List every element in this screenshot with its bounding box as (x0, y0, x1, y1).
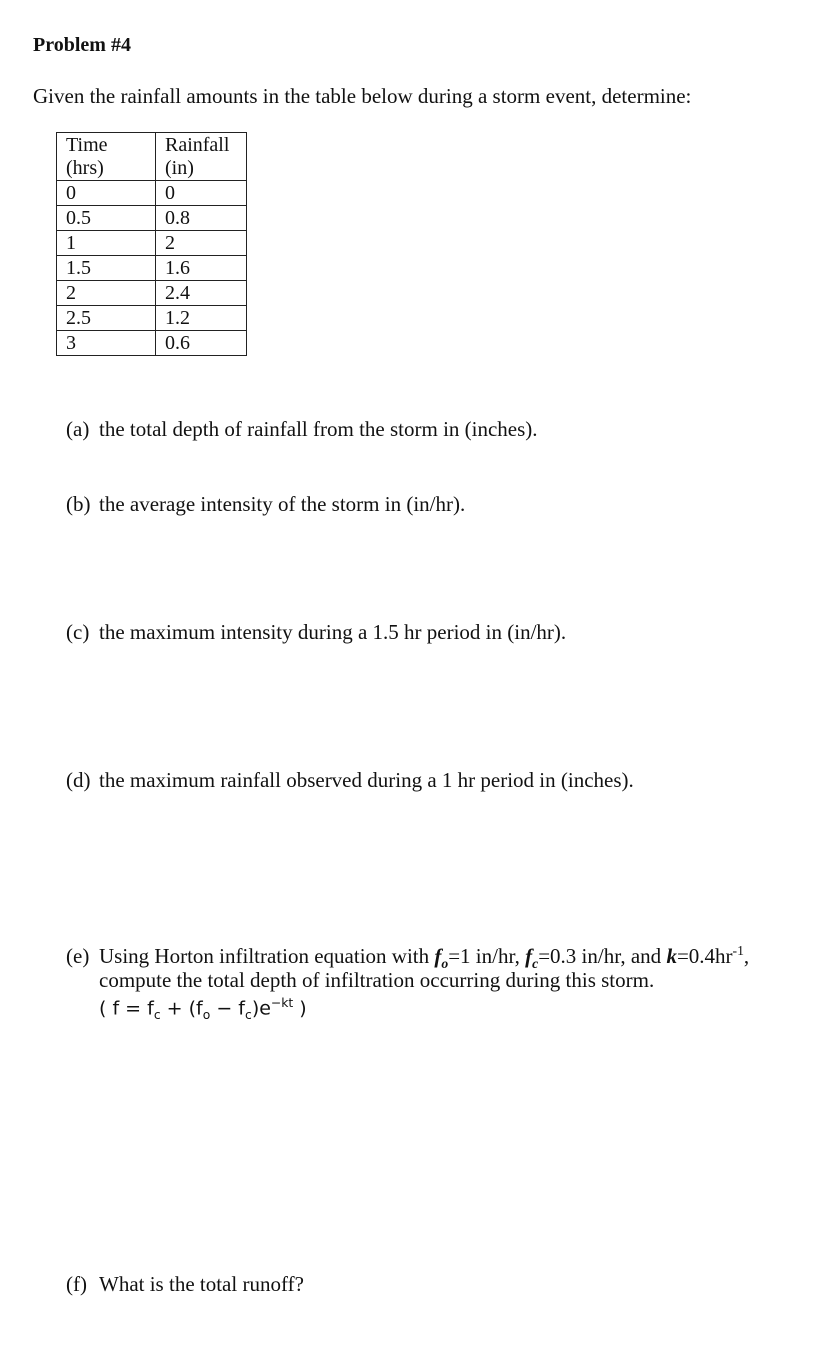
question-a-text: the total depth of rainfall from the storm in (inches). (99, 417, 538, 441)
question-b (66, 492, 465, 517)
time-cell: 2.5 (57, 306, 156, 331)
k-symbol: k (666, 944, 677, 968)
table-row (57, 181, 247, 206)
fo-symbol: f (434, 944, 442, 968)
question-d (66, 768, 634, 793)
question-e-line2: compute the total depth of infiltration occurring during this storm. (99, 968, 655, 992)
time-cell: 1 (57, 231, 156, 256)
fc-value: =0.3 in/hr, and (538, 944, 667, 968)
rainfall-table (56, 132, 247, 356)
eq-open: ( f = f (99, 997, 154, 1020)
eq-e: )e (251, 997, 271, 1020)
time-cell: 0 (57, 181, 156, 206)
table-row (57, 331, 247, 356)
question-d-text: the maximum rainfall observed during a 1 hr period in (inches). (99, 768, 634, 792)
time-cell: 0.5 (57, 206, 156, 231)
eq-sub-c2: c (245, 1008, 252, 1023)
time-cell: 2 (57, 281, 156, 306)
table-header-row (57, 133, 247, 181)
question-a-label: (a) (66, 417, 90, 441)
question-f-label: (f) (66, 1272, 87, 1296)
eq-sub-c1: c (153, 1008, 161, 1023)
question-b-label: (b) (66, 492, 91, 516)
rainfall-cell: 1.6 (156, 256, 247, 281)
eq-exponent: −kt (270, 996, 294, 1010)
table-row (57, 256, 247, 281)
time-header (57, 133, 156, 181)
k-value: =0.4hr (676, 944, 733, 968)
k-tail: , (743, 944, 750, 968)
rainfall-cell: 0.8 (156, 206, 247, 231)
table-row (57, 281, 247, 306)
question-f-text: What is the total runoff? (99, 1272, 304, 1296)
rainfall-header (156, 133, 247, 181)
fo-value: =1 in/hr, (448, 944, 526, 968)
eq-minus: − f (210, 997, 246, 1020)
time-header-line2: (hrs) (66, 157, 104, 179)
problem-title: Problem #4 (33, 34, 131, 56)
rainfall-cell: 2 (156, 231, 247, 256)
rainfall-cell: 2.4 (156, 281, 247, 306)
table-row (57, 306, 247, 331)
eq-close: ) (293, 997, 307, 1020)
fo-subscript: o (441, 956, 449, 972)
time-header-line1: Time (66, 134, 108, 156)
fc-symbol: f (525, 944, 533, 968)
question-b-text: the average intensity of the storm in (in/hr). (99, 492, 466, 516)
time-cell: 1.5 (57, 256, 156, 281)
fc-subscript: c (532, 956, 539, 972)
rainfall-cell: 0.6 (156, 331, 247, 356)
question-e-label: (e) (66, 944, 90, 968)
rainfall-header-line1: Rainfall (165, 134, 230, 156)
table-row (57, 231, 247, 256)
question-c (66, 620, 566, 645)
eq-mid: + (f (160, 997, 203, 1020)
table-row (57, 206, 247, 231)
question-a (66, 417, 538, 442)
question-c-text: the maximum intensity during a 1.5 hr period in (in/hr). (99, 620, 567, 644)
intro-text: Given the rainfall amounts in the table below during a storm event, determine: (33, 84, 692, 108)
time-cell: 3 (57, 331, 156, 356)
question-d-label: (d) (66, 768, 91, 792)
question-f (66, 1272, 304, 1297)
k-exponent: -1 (732, 943, 744, 958)
eq-sub-o: o (202, 1008, 211, 1023)
horton-equation (99, 996, 307, 1022)
rainfall-header-line2: (in) (165, 157, 194, 179)
question-e-line1-prefix: Using Horton infiltration equation with (99, 944, 435, 968)
rainfall-cell: 0 (156, 181, 247, 206)
rainfall-cell: 1.2 (156, 306, 247, 331)
question-c-label: (c) (66, 620, 90, 644)
